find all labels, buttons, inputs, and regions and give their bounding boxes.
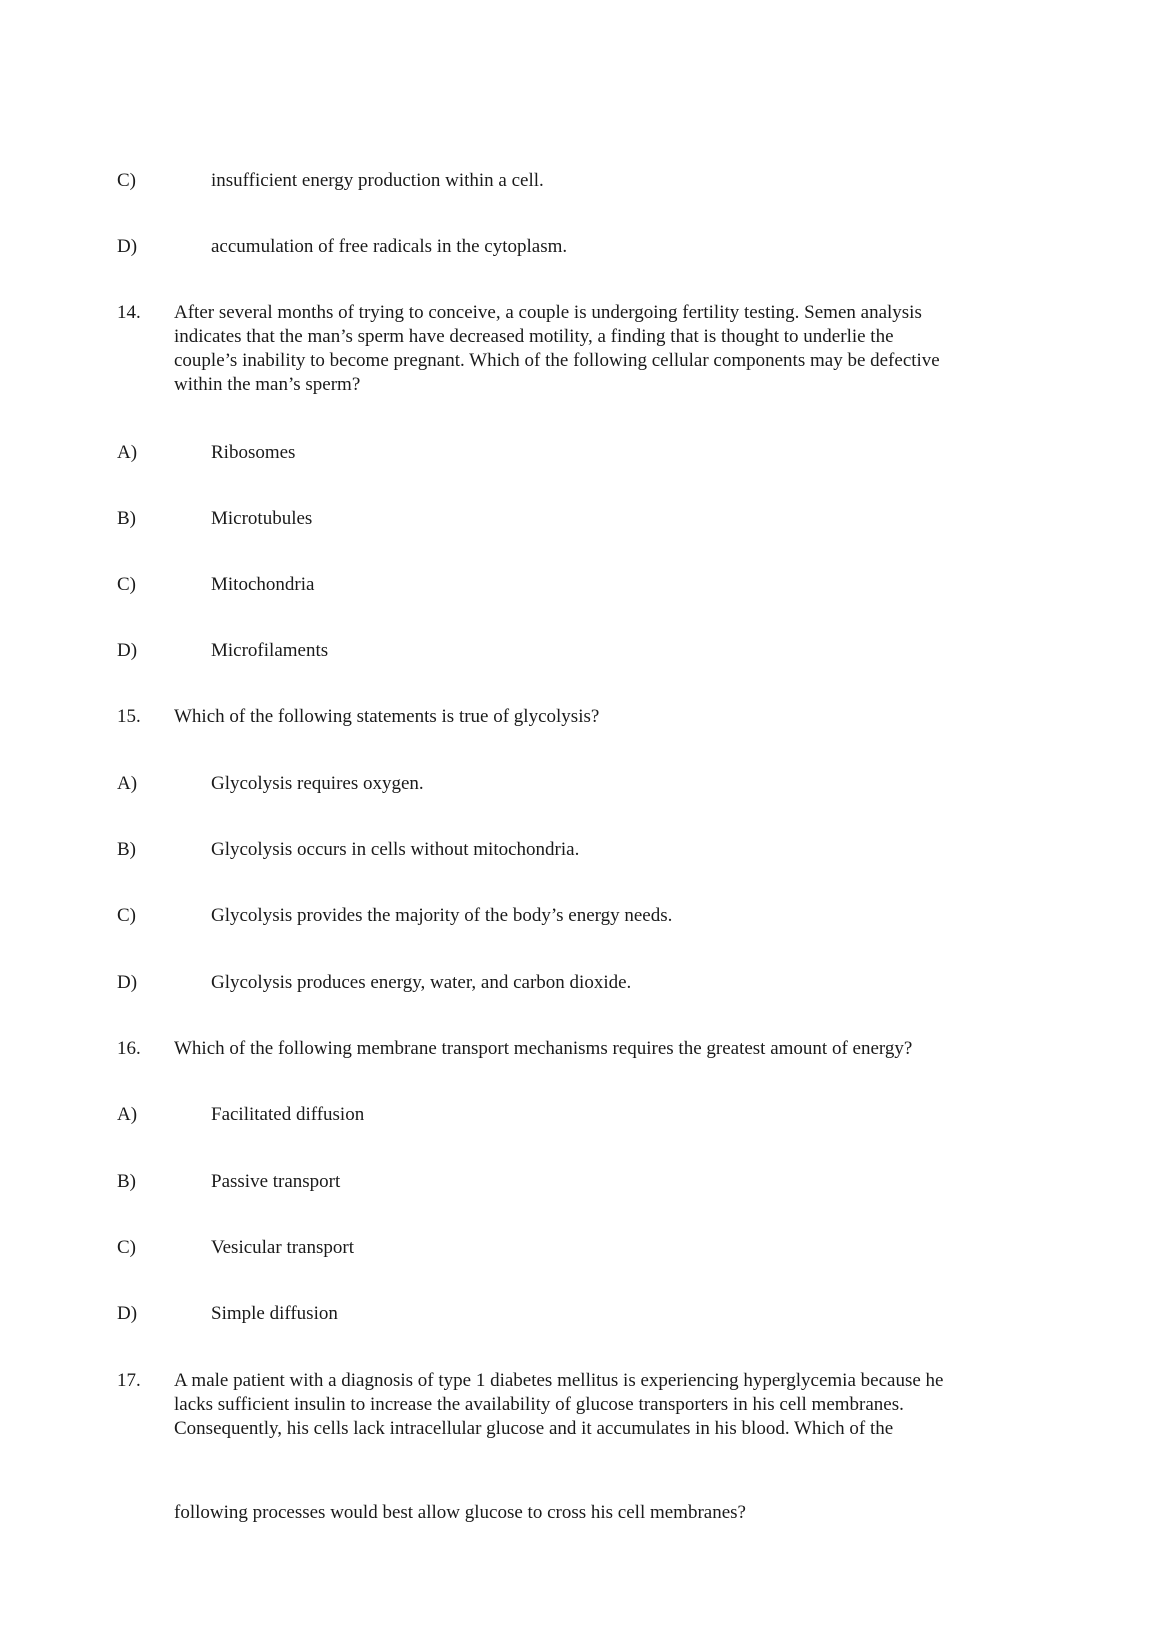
option-text: insufficient energy production within a cell. (211, 170, 544, 191)
option-letter: D) (117, 1303, 138, 1324)
question-number: 15. (117, 706, 141, 727)
option-letter: C) (117, 1237, 136, 1258)
option-letter: C) (117, 905, 136, 926)
option-text: accumulation of free radicals in the cytoplasm. (211, 236, 568, 257)
option-letter: B) (117, 839, 136, 860)
option-text: Microtubules (211, 508, 313, 529)
option-letter: A) (117, 1104, 138, 1125)
option-letter: A) (117, 773, 138, 794)
option-letter: B) (117, 508, 136, 529)
question-stem (174, 1369, 1044, 1441)
option-text: Passive transport (211, 1171, 341, 1192)
question-line: Which of the following statements is true of glycolysis? (174, 706, 600, 727)
option-letter: D) (117, 640, 138, 661)
question-line: within the man’s sperm? (174, 374, 361, 395)
question-line: couple’s inability to become pregnant. Which of the following cellular components may be defective (174, 350, 940, 371)
question-stem (174, 1037, 1044, 1061)
option-text: Ribosomes (211, 442, 296, 463)
question-stem (174, 301, 1044, 397)
question-line: Consequently, his cells lack intracellular glucose and it accumulates in his blood. Which of the (174, 1418, 894, 1439)
option-text: Glycolysis produces energy, water, and carbon dioxide. (211, 972, 632, 993)
option-letter: D) (117, 236, 138, 257)
question-line: lacks sufficient insulin to increase the availability of glucose transporters in his cell membranes. (174, 1394, 904, 1415)
option-text: Vesicular transport (211, 1237, 354, 1258)
question-number: 17. (117, 1370, 141, 1391)
option-text: Glycolysis requires oxygen. (211, 773, 424, 794)
question-line: indicates that the man’s sperm have decreased motility, a finding that is thought to underlie the (174, 326, 894, 347)
option-text: Mitochondria (211, 574, 315, 595)
question-line: Which of the following membrane transport mechanisms requires the greatest amount of energy? (174, 1038, 913, 1059)
option-text: Glycolysis provides the majority of the body’s energy needs. (211, 905, 673, 926)
option-text: Simple diffusion (211, 1303, 338, 1324)
option-letter: D) (117, 972, 138, 993)
question-stem-continued (174, 1501, 1044, 1525)
question-line: A male patient with a diagnosis of type 1 diabetes mellitus is experiencing hyperglycemia because he (174, 1370, 944, 1391)
option-text: Facilitated diffusion (211, 1104, 365, 1125)
option-letter: C) (117, 574, 136, 595)
question-stem (174, 705, 1044, 729)
question-number: 14. (117, 302, 141, 323)
option-letter: A) (117, 442, 138, 463)
option-letter: B) (117, 1171, 136, 1192)
option-letter: C) (117, 170, 136, 191)
question-line: After several months of trying to conceive, a couple is undergoing fertility testing. Semen analysis (174, 302, 922, 323)
question-number: 16. (117, 1038, 141, 1059)
option-text: Microfilaments (211, 640, 329, 661)
question-line: following processes would best allow glucose to cross his cell membranes? (174, 1502, 746, 1523)
option-text: Glycolysis occurs in cells without mitochondria. (211, 839, 580, 860)
